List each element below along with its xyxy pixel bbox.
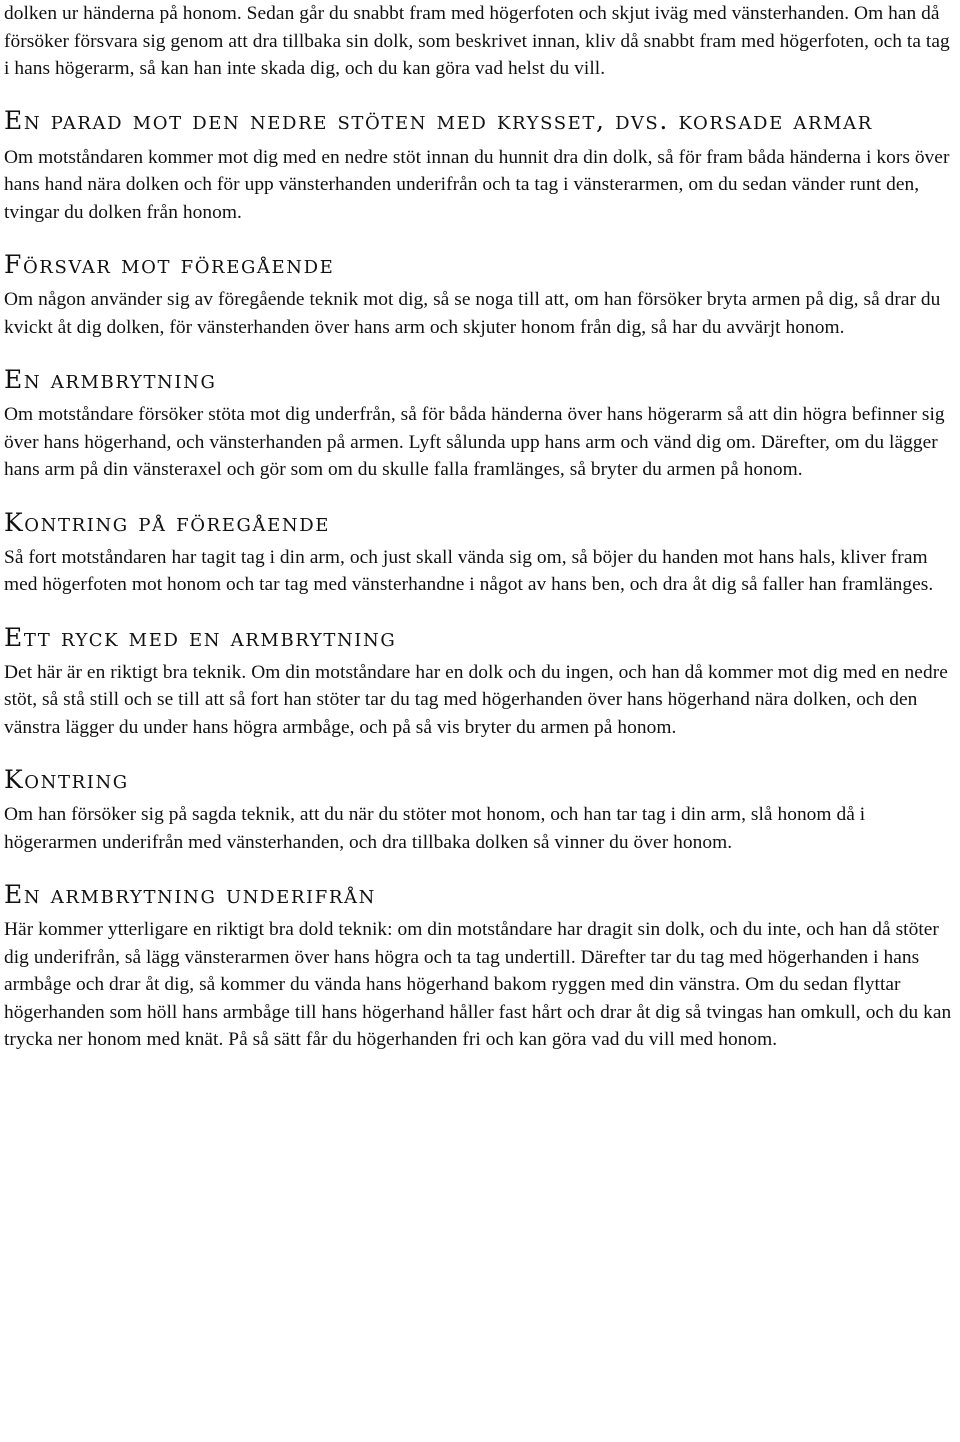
- section-body-parad-krysset: Om motståndaren kommer mot dig med en nedre stöt innan du hunnit dra din dolk, så för fram båda händerna i kors över hans hand nära dolken och för upp vänsterhanden underifrån och ta tag i vänsterarmen, om du sedan vänder runt den, tvingar du dolken från honom.: [4, 146, 950, 223]
- section-heading-kontring: Kontring: [4, 765, 129, 794]
- section-heading-ett-ryck: Ett ryck med en armbrytning: [4, 622, 397, 652]
- section-heading-parad-krysset: En parad mot den nedre stöten med krysset, dvs. korsade armar: [4, 105, 873, 135]
- section-heading-kontring-pa-foregaende: Kontring på föregående: [4, 507, 330, 537]
- document-page: [4, 0, 957, 1054]
- section-body-en-armbrytning: Om motståndare försöker stöta mot dig underfrån, så för båda händerna över hans högerarm så att din högra befinner sig över hans högerhand, och vänsterhanden på armen. Lyft sålunda upp hans arm och vänd dig om. Därefter, om du lägger hans arm på din vänsteraxel och gör som om du skulle falla framlänges, så bryter du armen på honom.: [4, 404, 945, 480]
- section-body-armbrytning-underifran: Här kommer ytterligare en riktigt bra dold teknik: om din motståndare har dragit sin dolk, och du inte, och han då stöter dig underifrån, så lägg vänsterarmen över hans högra och ta tag undertill. Därefter tar du tag med högerhanden i hans armbåge och drar åt dig, så kommer du vända hans högerhand bakom ryggen med din vänstra. Om du sedan flyttar högerhanden som höll hans armbåge till hans högerhand håller fast hårt och drar åt dig så tvingas han omkull, och du kan trycka ner honom med knät. På så sätt får du högerhanden fri och kan göra vad du vill med honom.: [4, 919, 952, 1050]
- section-body-kontring: Om han försöker sig på sagda teknik, att du när du stöter mot honom, och han tar tag i din arm, slå honom då i högerarmen underifrån med vänsterhanden, och dra tillbaka dolken så vinner du över honom.: [4, 804, 866, 853]
- section-body-forsvar-mot-foregaende: Om någon använder sig av föregående teknik mot dig, så se noga till att, om han försöker bryta armen på dig, så drar du kvickt åt dig dolken, för vänsterhanden över hans arm och skjuter honom från dig, så har du avvärjt honom.: [4, 289, 941, 338]
- section-heading-en-armbrytning: En armbrytning: [4, 365, 217, 394]
- section-heading-armbrytning-underifran: En armbrytning underifrån: [4, 880, 376, 909]
- section-body-kontring-pa-foregaende: Så fort motståndaren har tagit tag i din arm, och just skall vända sig om, så böjer du handen mot hans hals, kliver fram med högerfoten mot honom och tar tag med vänsterhandne i något av hans ben, och dra åt dig så faller han framlänges.: [4, 546, 934, 595]
- intro-paragraph: dolken ur händerna på honom. Sedan går du snabbt fram med högerfoten och skjut iväg med vänsterhanden. Om han då försöker försvara sig genom att dra tillbaka sin dolk, som beskrivet innan, kliv då snabbt fram med högerfoten, och ta tag i hans högerarm, så kan han inte skada dig, och du kan göra vad helst du vill.: [4, 3, 950, 79]
- section-body-ett-ryck: Det här är en riktigt bra teknik. Om din motståndare har en dolk och du ingen, och han då kommer mot dig med en nedre stöt, så stå still och se till att så fort han stöter tar du tag med högerhanden över hans högerhand nära dolken, och den vänstra lägger du under hans högra armbåge, och på så vis bryter du armen på honom.: [4, 661, 948, 738]
- section-heading-forsvar-mot-foregaende: Försvar mot föregående: [4, 250, 335, 279]
